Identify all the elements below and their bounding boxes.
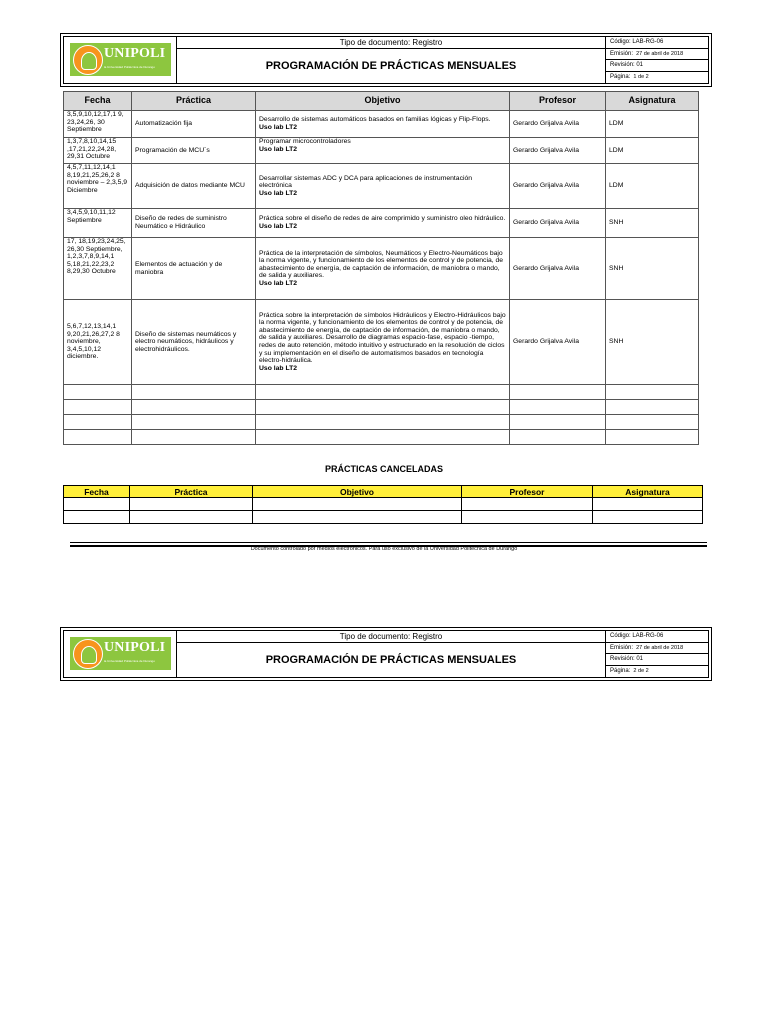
cell-practica: Automatización fija <box>132 111 256 138</box>
col-header: Profesor <box>462 486 593 498</box>
cell-profesor: Gerardo Grijalva Avila <box>510 111 606 138</box>
cell-objetivo: Práctica sobre el diseño de redes de aire comprimido y suministro oleo hidráulico. Uso lab LT2 <box>256 209 510 238</box>
doc-revision: Revisión: 01 <box>606 60 709 72</box>
cell-asignatura: LDM <box>606 138 699 164</box>
empty-row <box>64 498 703 511</box>
logo-emblem-icon <box>73 45 103 75</box>
doc-page: Página: 2 de 2 <box>610 667 649 674</box>
cell-fecha: 3,5,9,10,12,17,1 9, 23,24,26, 30 Septiembre <box>64 111 132 138</box>
doc-revision: Revisión: 01 <box>606 654 709 666</box>
cancelled-title: PRÁCTICAS CANCELADAS <box>324 464 443 474</box>
logo-subtitle: la Universidad Politécnica de Durango <box>104 65 155 69</box>
footer-note: Documento controlado por medios electrónicos. Para uso exclusivo de la Universidad Politécnica de Durango <box>250 546 518 552</box>
col-header: Objetivo <box>253 486 462 498</box>
cell-profesor: Gerardo Grijalva Avila <box>510 164 606 209</box>
col-header: Objetivo <box>256 92 510 111</box>
doc-title: PROGRAMACIÓN DE PRÁCTICAS MENSUALES <box>265 60 517 72</box>
table-row <box>64 138 699 164</box>
unipoli-logo <box>70 43 171 76</box>
cell-practica: Diseño de sistemas neumáticos y electro neumáticos, hidráulicos y electrohidráulicos. <box>132 300 256 385</box>
logo-emblem-icon <box>73 639 103 669</box>
col-header: Fecha <box>64 92 132 111</box>
col-header: Profesor <box>510 92 606 111</box>
logo-text: UNIPOLI <box>104 46 166 61</box>
cell-fecha: 3,4,5,9,10,11,12 Septiembre <box>64 209 132 238</box>
col-header: Asignatura <box>593 486 703 498</box>
cell-objetivo: Desarrollar sistemas ADC y DCA para aplicaciones de instrumentación electrónica Uso lab LT2 <box>256 164 510 209</box>
cancelled-header-row <box>64 486 703 498</box>
cell-objetivo: Práctica de la interpretación de símbolos, Neumáticos y Electro-Neumáticos bajo la norma vigente, y funcionamiento de los elementos de control y de potencia, de abastecimiento de energía, de captación de información, de maniobra o mando, de salida y auxiliares. Uso lab LT2 <box>256 238 510 300</box>
logo-cell <box>64 631 177 677</box>
cell-fecha: 1,3,7,8,10,14,15 ,17,21,22,24,28, 29,31 Octubre <box>64 138 132 164</box>
table-row <box>64 300 699 385</box>
empty-row <box>64 430 699 445</box>
cell-profesor: Gerardo Grijalva Avila <box>510 238 606 300</box>
doc-emision: Emisión: 27 de abril de 2018 <box>606 643 709 655</box>
cell-practica: Elementos de actuación y de maniobra <box>132 238 256 300</box>
cell-asignatura: LDM <box>606 111 699 138</box>
doc-type: Tipo de documento: Registro <box>177 631 605 643</box>
cell-practica: Adquisición de datos mediante MCU <box>132 164 256 209</box>
doc-emision: Emisión: 27 de abril de 2018 <box>606 49 709 61</box>
footer-rule <box>70 542 707 543</box>
doc-code: Código: LAB-RG-06 <box>606 631 709 643</box>
doc-header-page-2 <box>63 630 709 678</box>
cell-asignatura: SNH <box>606 300 699 385</box>
doc-page: Página: 1 de 2 <box>610 73 649 80</box>
doc-title: PROGRAMACIÓN DE PRÁCTICAS MENSUALES <box>265 654 517 666</box>
cell-practica: Programación de MCU´s <box>132 138 256 164</box>
cell-profesor: Gerardo Grijalva Avila <box>510 209 606 238</box>
empty-row <box>64 400 699 415</box>
table-row <box>64 111 699 138</box>
cell-fecha: 4,5,7,11,12,14,1 8,19,21,25,26,2 8 noviembre – 2,3,5,9 Diciembre <box>64 164 132 209</box>
table-row <box>64 238 699 300</box>
doc-meta <box>605 631 709 677</box>
empty-row <box>64 385 699 400</box>
col-header: Fecha <box>64 486 130 498</box>
logo-subtitle: la Universidad Politécnica de Durango <box>104 659 155 663</box>
cell-profesor: Gerardo Grijalva Avila <box>510 138 606 164</box>
empty-row <box>64 415 699 430</box>
cell-asignatura: SNH <box>606 238 699 300</box>
logo-text: UNIPOLI <box>104 640 166 655</box>
practices-table <box>63 91 699 445</box>
doc-code: Código: LAB-RG-06 <box>606 37 709 49</box>
cell-objetivo: Desarrollo de sistemas automáticos basados en familias lógicas y Flip-Flops. Uso lab LT2 <box>256 111 510 138</box>
cell-asignatura: LDM <box>606 164 699 209</box>
cell-fecha: 5,6,7,12,13,14,1 9,20,21,26,27,2 8 noviembre, 3,4,5,10,12 diciembre. <box>64 300 132 385</box>
cell-asignatura: SNH <box>606 209 699 238</box>
cell-objetivo: Práctica sobre la interpretación de símbolos Hidráulicos y Electro-Hidráulicos bajo la norma vigente, y funcionamiento de los elementos de control y de potencia, de abastecimiento de energía, de captación de información, de maniobra o mando, de salida y auxiliares. Desarrollo de diagramas espacio-fase, espacio -tiempo, redes de auto retención, método intuitivo y estructurado en la resolución de ciclos y su implementación en el diseño de automatismos basados en tecnología electro-hidráulica. Uso lab LT2 <box>256 300 510 385</box>
cell-objetivo: Programar microcontroladores Uso lab LT2 <box>256 138 510 164</box>
cell-practica: Diseño de redes de suministro Neumático e Hidráulico <box>132 209 256 238</box>
doc-meta <box>605 37 709 83</box>
empty-row <box>64 511 703 524</box>
table-row <box>64 164 699 209</box>
col-header: Práctica <box>130 486 253 498</box>
col-header: Asignatura <box>606 92 699 111</box>
cell-fecha: 17, 18,19,23,24,25, 26,30 Septiembre, 1,2,3,7,8,9,14,1 5,18,21,22,23,2 8,29,30 Octubre <box>64 238 132 300</box>
cell-profesor: Gerardo Grijalva Avila <box>510 300 606 385</box>
table-header-row <box>64 92 699 111</box>
col-header: Práctica <box>132 92 256 111</box>
cancelled-table <box>63 485 703 524</box>
logo-cell <box>64 37 177 83</box>
table-row <box>64 209 699 238</box>
doc-header-page-1 <box>63 36 709 84</box>
unipoli-logo <box>70 637 171 670</box>
doc-type: Tipo de documento: Registro <box>177 37 605 49</box>
